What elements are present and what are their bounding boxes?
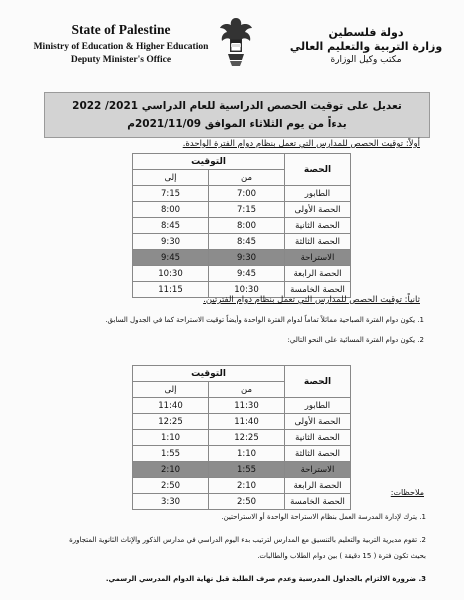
document-title-box (44, 92, 430, 138)
period-column-header: الحصة (285, 366, 351, 398)
from-time: 8:00 (209, 218, 285, 234)
note-2-line-1: 2. تقوم مديرية التربية والتعليم بالتنسيق مع المدارس لترتيب بدء اليوم الدراسي في مدارس الذكور والإناث الثانوية المتجاورة (69, 536, 426, 544)
from-time: 7:15 (209, 202, 285, 218)
from-time: 11:40 (209, 414, 285, 430)
note-3: 3. ضرورة الالتزام بالجداول المدرسية وعدم صرف الطلبة قبل نهاية الدوام المدرسي الرسمي. (105, 575, 426, 583)
to-time: 8:00 (133, 202, 209, 218)
table-row (133, 266, 351, 282)
table-row (133, 186, 351, 202)
state-name-en: State of Palestine (71, 22, 171, 37)
english-letterhead (16, 22, 226, 67)
from-time: 1:10 (209, 446, 285, 462)
from-column-header: من (209, 170, 285, 186)
from-time: 7:00 (209, 186, 285, 202)
to-time: 9:30 (133, 234, 209, 250)
section-2-item-1: 1. يكون دوام الفترة الصباحية مماثلاً تماماً لدوام الفترة الواحدة وأيضاً توقيت الاستراحة كما في الجدول السابق. (105, 316, 424, 324)
office-name-en: Deputy Minister's Office (70, 55, 172, 65)
from-time: 10:30 (209, 282, 285, 298)
to-time: 2:10 (133, 462, 209, 478)
to-time: 11:15 (133, 282, 209, 298)
to-time: 3:30 (133, 494, 209, 510)
from-time: 8:45 (209, 234, 285, 250)
state-name-ar: دولة فلسطين (328, 26, 404, 39)
to-time: 10:30 (133, 266, 209, 282)
to-column-header: إلى (133, 170, 209, 186)
row-label: الحصة الخامسة (285, 494, 351, 510)
arabic-letterhead (286, 26, 446, 67)
from-time: 2:10 (209, 478, 285, 494)
table-row (133, 478, 351, 494)
row-label: الحصة الثانية (285, 218, 351, 234)
row-label: الطابور (285, 398, 351, 414)
from-time: 11:30 (209, 398, 285, 414)
row-label: الحصة الثالثة (285, 234, 351, 250)
from-time: 9:30 (209, 250, 285, 266)
table-row (133, 430, 351, 446)
timing-column-header: التوقيت (133, 366, 285, 382)
table-row (133, 202, 351, 218)
note-1: 1. يترك لإدارة المدرسة العمل بنظام الاستراحة الواحدة أو الاستراحتين. (221, 513, 426, 521)
table-row (133, 398, 351, 414)
table-row (133, 446, 351, 462)
from-time: 2:50 (209, 494, 285, 510)
title-line-1: تعديل على توقيت الحصص الدراسية للعام الدراسي 2021/ 2022 (72, 100, 402, 112)
row-label: الحصة الخامسة (285, 282, 351, 298)
row-label: الحصة الرابعة (285, 478, 351, 494)
to-time: 7:15 (133, 186, 209, 202)
timing-column-header: التوقيت (133, 154, 285, 170)
notes-heading: ملاحظات: (390, 488, 424, 497)
row-label: الحصة الأولى (285, 202, 351, 218)
single-shift-timetable (132, 153, 351, 298)
row-label: الاستراحة (285, 462, 351, 478)
to-time: 12:25 (133, 414, 209, 430)
title-line-2: بدءاً من يوم الثلاثاء الموافق 2021/11/09م (127, 118, 347, 130)
row-label: الحصة الأولى (285, 414, 351, 430)
section-2-item-2: 2. يكون دوام الفترة المسائية على النحو التالي: (287, 336, 424, 344)
from-column-header: من (209, 382, 285, 398)
eagle-emblem-icon (218, 14, 254, 68)
to-column-header: إلى (133, 382, 209, 398)
row-label: الحصة الرابعة (285, 266, 351, 282)
break-row (133, 462, 351, 478)
from-time: 12:25 (209, 430, 285, 446)
break-row (133, 250, 351, 266)
period-column-header: الحصة (285, 154, 351, 186)
to-time: 9:45 (133, 250, 209, 266)
ministry-name-en: Ministry of Education & Higher Education (33, 42, 209, 52)
row-label: الحصة الثالثة (285, 446, 351, 462)
to-time: 11:40 (133, 398, 209, 414)
to-time: 2:50 (133, 478, 209, 494)
row-label: الحصة الثانية (285, 430, 351, 446)
to-time: 8:45 (133, 218, 209, 234)
double-shift-timetable (132, 365, 351, 510)
ministry-name-ar: وزارة التربية والتعليم العالي (289, 40, 443, 53)
section-2-heading: ثانياً: توقيت الحصص للمدارس التي تعمل بنظام دوام الفترتين. (203, 295, 420, 305)
from-time: 1:55 (209, 462, 285, 478)
office-name-ar: مكتب وكيل الوزارة (330, 55, 402, 65)
to-time: 1:55 (133, 446, 209, 462)
table-row (133, 218, 351, 234)
row-label: الاستراحة (285, 250, 351, 266)
from-time: 9:45 (209, 266, 285, 282)
table-row (133, 494, 351, 510)
table-row (133, 234, 351, 250)
table-row (133, 414, 351, 430)
row-label: الطابور (285, 186, 351, 202)
to-time: 1:10 (133, 430, 209, 446)
section-1-heading: أولاً: توقيت الحصص للمدارس التي تعمل بنظام دوام الفترة الواحدة. (182, 139, 420, 149)
note-2-line-2: بحيث تكون فترة ( 15 دقيقة ) بين دوام الطلاب والطالبات. (257, 552, 426, 560)
